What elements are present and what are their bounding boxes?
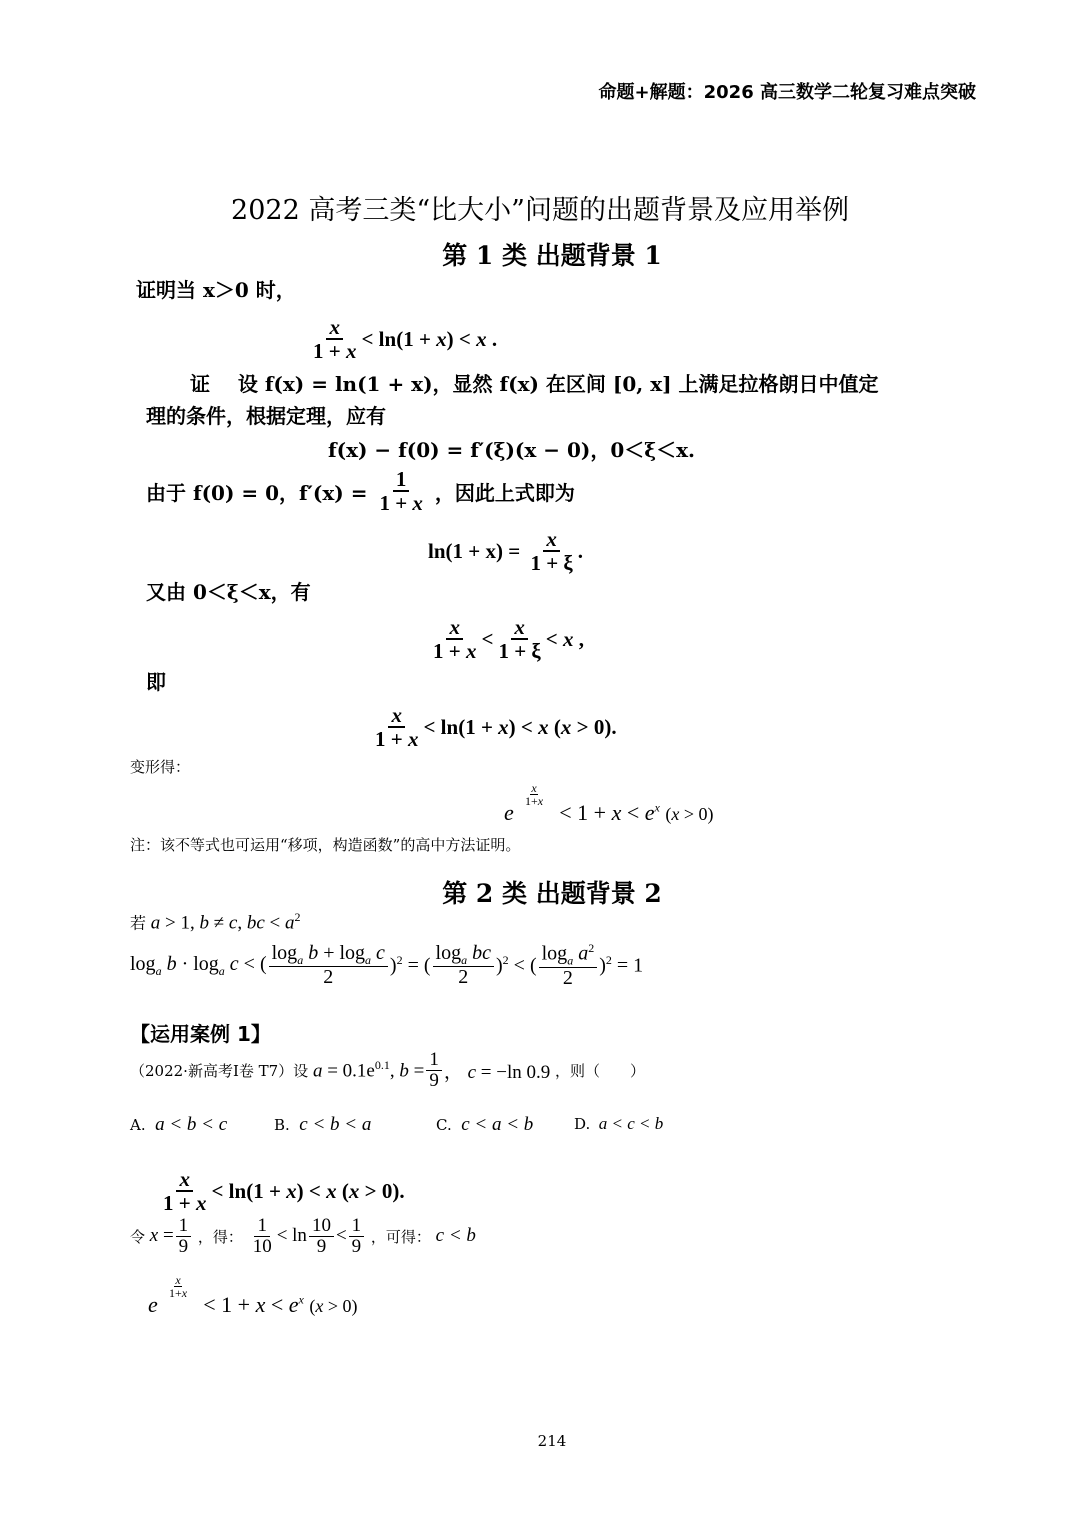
formula-log-chain: $\log_a b \cdot \log_a c$ < ( $\frac{\log_a b + \log_a c}{2}$ )$^2$ = ( $\frac{\log_a bc}{2}$ )$^2$ < ( $\frac{\log_a a^2}{2}$ )$^2$ = 1 <box>130 941 644 990</box>
conclusion: c < b <box>435 1225 476 1247</box>
proof-line-2: 理的条件，根据定理，应有 <box>146 404 386 428</box>
option-c[interactable]: C. c < a < b <box>436 1114 534 1135</box>
page-title: 2022 高考三类“比大小”问题的出题背景及应用举例 <box>231 195 849 226</box>
condition-prefix: 若 <box>130 915 147 933</box>
proof-line-1: 设 f(x) = ln(1 + x)，显然 f(x) 在区间 [0, x] 上满足拉格朗日中值定 <box>237 372 879 396</box>
section-2-heading: 第 2 类 出题背景 2 <box>442 879 662 908</box>
can-get-label: ，可得： <box>370 1227 431 1246</box>
section-1-heading: 第 1 类 出题背景 1 <box>442 241 662 270</box>
since-prefix: 由于 f(0) = 0，f′(x) = <box>146 480 368 505</box>
running-header: 命题+解题：2026 高三数学二轮复习难点突破 <box>598 82 976 103</box>
let-prefix: 令 <box>130 1227 146 1246</box>
proof-text <box>190 368 879 397</box>
derivative-statement: 由于 f(0) = 0，f′(x) = $\frac{1}{1 + x}$ ，因此上式即为 <box>146 467 575 516</box>
formula-xi-inequality: $\frac{x}{1 + x}$ < $\frac{x}{1 + \xi}$ < x , <box>433 615 584 664</box>
example-then: ，则（ ） <box>554 1061 645 1080</box>
substitution-line: 令 x = $\frac{1}{9}$ ，得： $\frac{1}{10}$ < ln $\frac{10}{9}$ < $\frac{1}{9}$ ，可得： c < b <box>130 1215 476 1257</box>
get-label: ，得： <box>197 1227 243 1246</box>
ie-label: 即 <box>146 670 166 694</box>
proof-label: 证 <box>190 372 210 396</box>
ln-eq-prefix: ln(1 + x) = <box>428 538 521 563</box>
method-note: 注：该不等式也可运用“移项，构造函数”的高中方法证明。 <box>130 836 521 854</box>
page-number: 214 <box>537 1432 567 1450</box>
transform-label: 变形得： <box>130 758 191 776</box>
formula-exponential: e $\frac{x}{1+x}$ < $1 + x < e^x$ (x > 0) <box>504 780 714 825</box>
example-problem: （2022·新高考I卷 T7）设 $a = 0.1e^{0.1}$, b = $\frac{1}{9}$ ， c = −ln 0.9 ，则（ ） <box>130 1049 645 1091</box>
prove-statement: 证明当 x＞0 时， <box>136 278 296 302</box>
example-source: （2022·新高考I卷 T7）设 <box>130 1061 309 1080</box>
formula-exponential-repeat: e $\frac{x}{1+x}$ < $1 + x < e^x$ (x > 0) <box>148 1272 358 1317</box>
option-a[interactable]: A. a < b < c <box>130 1114 228 1135</box>
since-suffix: ，因此上式即为 <box>434 480 575 505</box>
option-d[interactable]: D. a < c < b <box>574 1114 664 1133</box>
formula-ln-xi: ln(1 + x) = $\frac{x}{1 + \xi}$ . <box>428 527 584 576</box>
section-2-condition: 若 a > 1, b ≠ c, bc < $a^2$ <box>130 910 301 934</box>
formula-main-inequality: $\frac{x}{1 + x}$ < ln(1 + x) < x . <box>313 315 498 364</box>
example-heading: 【运用案例 1】 <box>130 1022 271 1046</box>
and-since-statement: 又由 0＜ξ＜x，有 <box>146 580 311 604</box>
formula-result-repeat: $\frac{x}{1 + x}$ < ln(1 + x) < x (x > 0). <box>163 1167 405 1216</box>
option-b[interactable]: B. c < b < a <box>274 1114 372 1135</box>
formula-mean-value: f(x) − f(0) = f′(ξ)(x − 0)，0＜ξ＜x. <box>328 438 696 462</box>
formula-result: $\frac{x}{1 + x}$ < ln(1 + x) < x (x > 0). <box>375 703 617 752</box>
